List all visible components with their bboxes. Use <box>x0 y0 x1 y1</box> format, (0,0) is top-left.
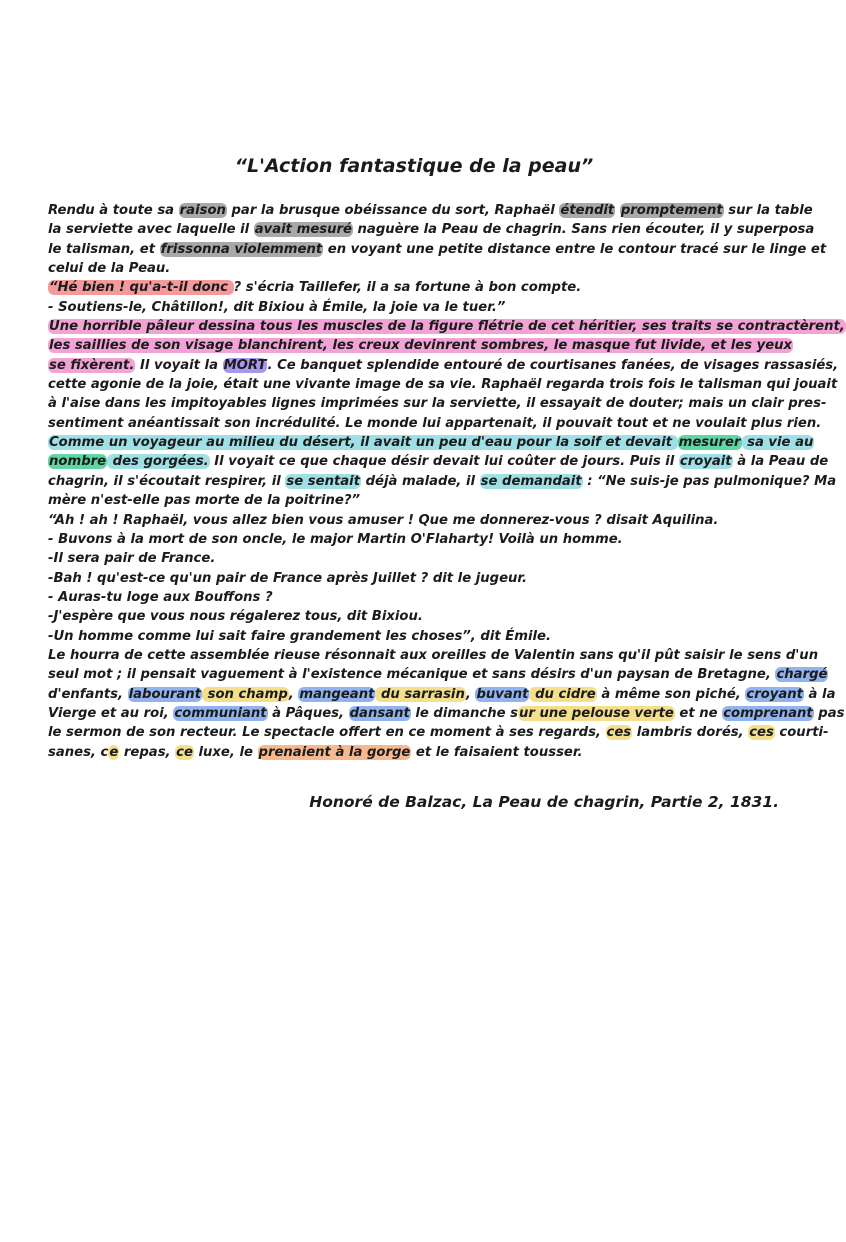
text-line <box>48 549 793 568</box>
text-line <box>48 452 829 471</box>
text-line <box>48 723 829 742</box>
text-span: le sermon de son recteur. Le spectacle offert en ce moment à ses regards, <box>48 725 606 741</box>
highlighted-text: avait mesuré <box>254 222 352 238</box>
text-line <box>48 472 837 491</box>
text-line <box>48 220 815 239</box>
text-line <box>48 665 828 684</box>
highlighted-text: se fixèrent. <box>49 357 135 373</box>
text-line <box>48 491 793 510</box>
text-span: mère n'est-elle pas morte de la poitrine?” <box>48 493 360 509</box>
highlighted-text: se sentait <box>286 473 360 489</box>
text-span: -Un homme comme lui sait faire grandement les choses”, dit Émile. <box>48 628 551 644</box>
text-span: Le hourra de cette assemblée rieuse résonnait aux oreilles de Valentin sans qu'il pût saisir le sens d'un <box>48 647 819 663</box>
highlighted-text: des gorgées. <box>108 454 209 470</box>
text-span: et ne <box>674 705 723 721</box>
text-span: -J'espère que vous nous régalerez tous, dit Bixiou. <box>48 609 423 625</box>
highlighted-text: raison <box>179 203 226 218</box>
highlighted-text: buvant <box>476 686 529 702</box>
highlighted-text: prenaient à la gorge <box>258 744 411 760</box>
text-span: en voyant une petite distance entre le contour tracé sur le linge et <box>323 241 827 257</box>
text-span: Rendu à toute sa <box>48 203 179 218</box>
text-line <box>48 278 793 297</box>
text-span: à Pâques, <box>267 705 349 721</box>
highlighted-text: son champ <box>203 686 288 702</box>
highlighted-text: comprenant <box>723 705 813 721</box>
text-span: naguère la Peau de chagrin. Sans rien écouter, il y superposa <box>352 222 815 238</box>
text-line <box>48 569 793 588</box>
page-title: “L'Action fantastique de la peau” <box>234 155 594 177</box>
highlighted-text: dansant <box>349 705 410 721</box>
highlighted-text: se demandait <box>480 473 582 489</box>
text-line <box>48 433 814 452</box>
text-span: chagrin, il s'écoutait respirer, il <box>48 473 286 489</box>
text-line <box>48 201 813 220</box>
highlighted-text: communiant <box>174 705 267 721</box>
text-span: - Auras-tu loge aux Bouffons ? <box>48 589 273 605</box>
text-span: courti- <box>774 725 829 741</box>
highlighted-text: du sarrasin <box>376 686 465 702</box>
text-span: sanes, c <box>48 744 109 760</box>
text-line <box>48 375 838 394</box>
signature: Honoré de Balzac, La Peau de chagrin, Partie 2, 1831. <box>309 793 779 811</box>
text-span: - Buvons à la mort de son oncle, le major Martin O'Flaharty! Voilà un homme. <box>48 531 623 547</box>
highlighted-text: Une horrible pâleur dessina tous les muscles de la figure flétrie de cet héritier, ses traits se contractèrent, <box>49 319 845 335</box>
text-span: : “Ne suis-je pas pulmonique? Ma <box>582 473 837 489</box>
text-span: luxe, le <box>193 744 258 760</box>
text-line <box>48 685 836 704</box>
highlighted-text: MORT <box>223 357 267 373</box>
text-span: sur la table <box>723 203 813 218</box>
text-line <box>48 646 819 665</box>
text-span: pas <box>813 705 845 721</box>
text-line <box>48 317 845 336</box>
highlighted-text: croyant <box>746 686 803 702</box>
text-span: , <box>288 686 299 702</box>
highlighted-text: frissonna violemment <box>160 241 323 257</box>
highlighted-text: nombre <box>49 454 107 470</box>
text-span: “Ah ! ah ! Raphaël, vous allez bien vous amuser ! Que me donnerez-vous ? disait Aquilina. <box>48 512 719 528</box>
text-span: d'enfants, <box>48 686 128 702</box>
highlighted-text: les saillies de son visage blanchirent, les creux devinrent sombres, le masque fut livide, et les yeux <box>49 338 793 354</box>
text-line <box>48 336 793 355</box>
text-span: , <box>465 686 476 702</box>
highlighted-text: sa vie au <box>742 435 814 451</box>
text-span: le dimanche s <box>410 705 519 721</box>
text-span: la serviette avec laquelle il <box>48 222 254 238</box>
text-line <box>48 588 793 607</box>
text-line <box>48 743 793 762</box>
highlighted-text: labourant <box>128 686 201 702</box>
text-span: - Soutiens-le, Châtillon!, dit Bixiou à Émile, la joie va le tuer.” <box>48 299 506 315</box>
text-span: déjà malade, il <box>361 473 480 489</box>
highlighted-text: mesurer <box>678 435 741 451</box>
text-line <box>48 240 827 259</box>
text-line <box>48 394 827 413</box>
highlighted-text: mangeant <box>299 686 375 702</box>
highlighted-text: ur une pelouse verte <box>519 705 674 721</box>
highlighted-text: e <box>109 744 119 760</box>
text-span: lambris dorés, <box>632 725 749 741</box>
text-line <box>48 298 793 317</box>
text-span: sentiment anéantissait son incrédulité. Le monde lui appartenait, il pouvait tout et ne voulait plus rien. <box>48 415 822 431</box>
text-span: à même son piché, <box>596 686 746 702</box>
text-span: et le faisaient tousser. <box>411 744 583 760</box>
text-line <box>48 414 822 433</box>
highlighted-text: ce <box>176 744 193 760</box>
text-line <box>48 704 845 723</box>
highlighted-text: étendit <box>560 203 615 218</box>
highlighted-text: du cidre <box>530 686 596 702</box>
text-span: Il voyait la <box>135 357 223 373</box>
text-span: à l'aise dans les impitoyables lignes imprimées sur la serviette, il essayait de douter; mais un clair pres- <box>48 396 827 412</box>
text-line <box>48 530 793 549</box>
text-span: -Bah ! qu'est-ce qu'un pair de France après Juillet ? dit le jugeur. <box>48 570 528 586</box>
highlighted-text: ces <box>749 725 774 741</box>
highlighted-text: croyait <box>679 454 732 470</box>
text-body <box>48 201 845 762</box>
text-span: cette agonie de la joie, était une vivante image de sa vie. Raphaël regarda trois fois le talisman qui jouait <box>48 377 838 393</box>
text-line <box>48 607 793 626</box>
highlighted-text: “Hé bien ! qu'a-t-il donc <box>49 280 233 296</box>
text-span: celui de la Peau. <box>48 261 171 277</box>
text-span: seul mot ; il pensait vaguement à l'existence mécanique et sans désirs d'un paysan de Bretagne, <box>48 667 776 683</box>
text-span: -Il sera pair de France. <box>48 551 216 567</box>
text-span: repas, <box>119 744 176 760</box>
text-span: ? s'écria Taillefer, il a sa fortune à bon compte. <box>233 280 582 296</box>
text-line <box>48 627 793 646</box>
highlighted-text: promptement <box>620 203 723 218</box>
text-span: par la brusque obéissance du sort, Raphaël <box>226 203 560 218</box>
text-span: à la Peau de <box>732 454 829 470</box>
text-line <box>48 511 793 530</box>
text-line <box>48 356 839 375</box>
text-span: à la <box>803 686 836 702</box>
text-line <box>48 259 793 278</box>
highlighted-text: ces <box>606 725 632 741</box>
text-span: le talisman, et <box>48 241 160 257</box>
highlighted-text: chargé <box>776 667 828 683</box>
text-span: . Ce banquet splendide entouré de courtisanes fanées, de visages rassasiés, <box>267 357 839 373</box>
text-span: Vierge et au roi, <box>48 705 174 721</box>
text-span: Il voyait ce que chaque désir devait lui coûter de jours. Puis il <box>209 454 679 470</box>
highlighted-text: Comme un voyageur au milieu du désert, il avait un peu d'eau pour la soif et devait <box>49 435 677 451</box>
